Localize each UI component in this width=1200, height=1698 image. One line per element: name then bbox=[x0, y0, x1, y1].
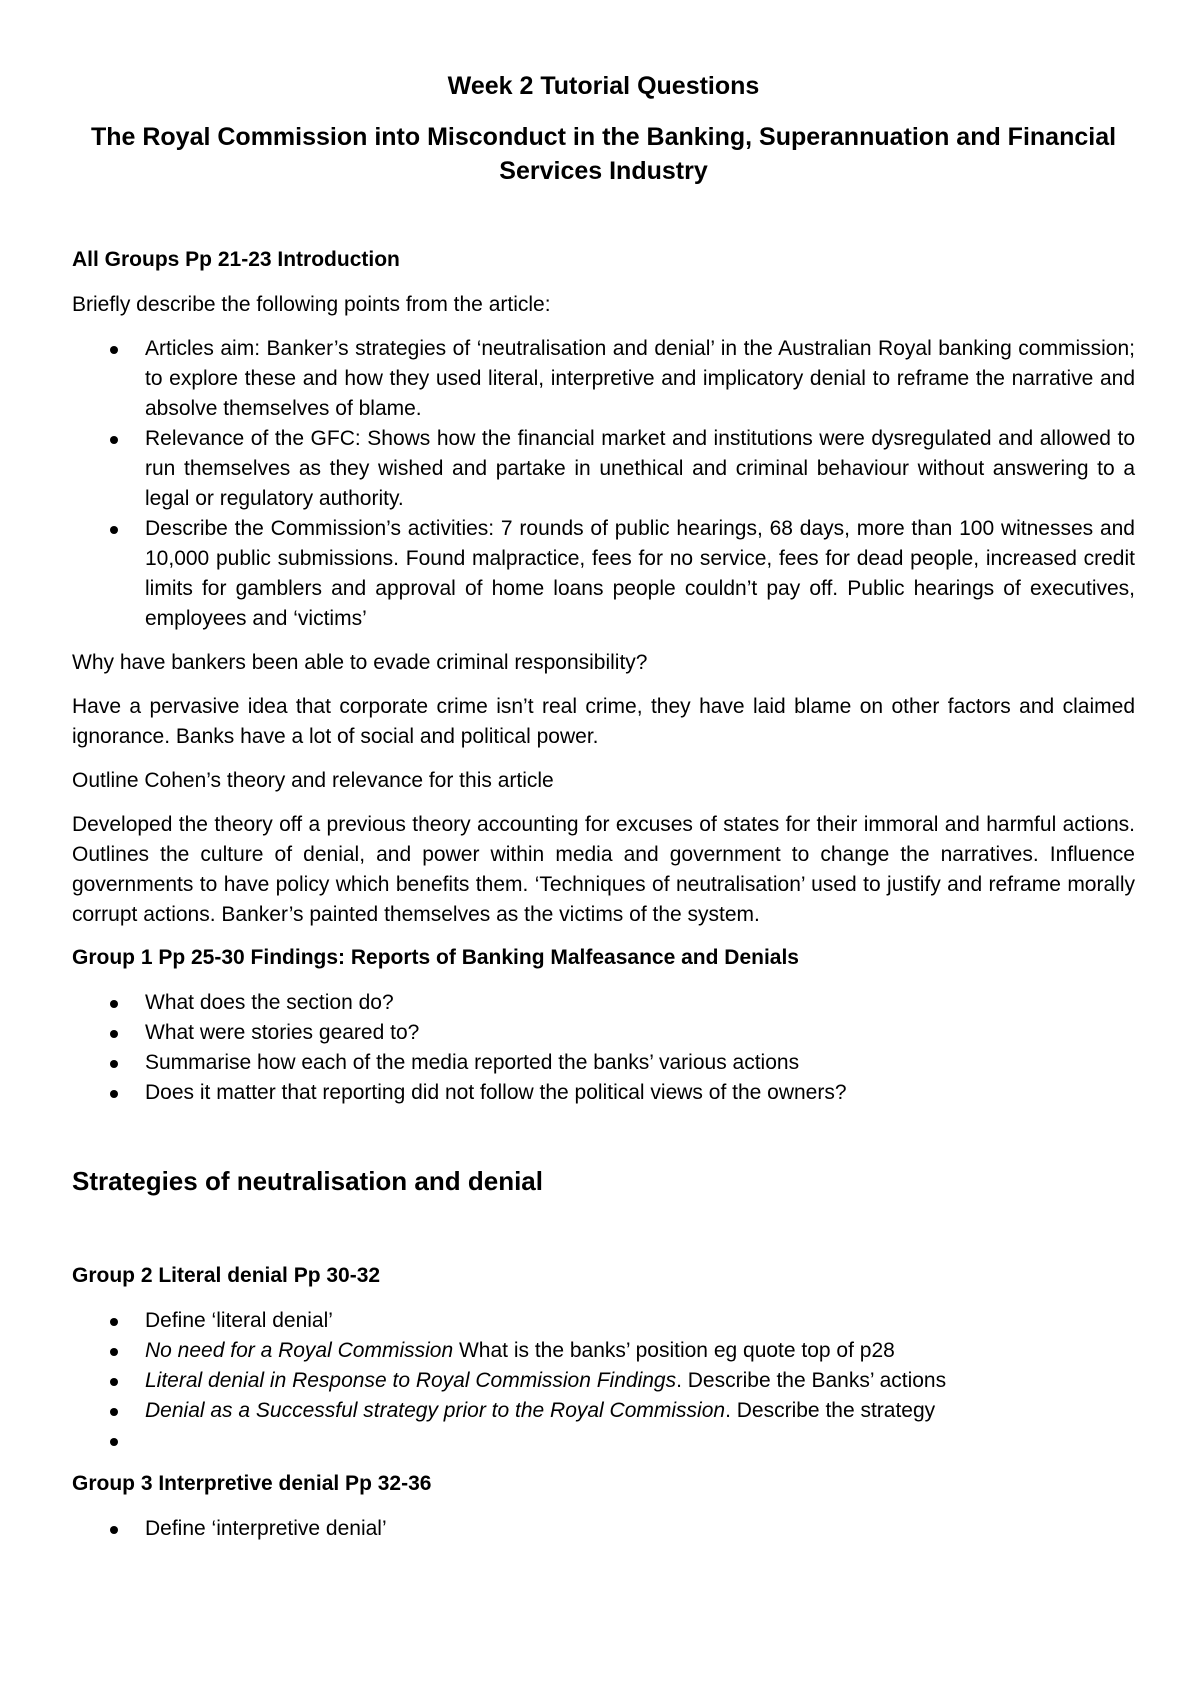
list-item: Define ‘literal denial’ bbox=[72, 1306, 1135, 1336]
bullet-icon bbox=[110, 1090, 118, 1098]
bullet-icon bbox=[110, 1318, 118, 1326]
group-2-heading: Group 2 Literal denial Pp 30-32 bbox=[72, 1264, 381, 1287]
document-page bbox=[72, 70, 1135, 1558]
list-item: Does it matter that reporting did not follow the political views of the owners? bbox=[72, 1078, 1135, 1108]
group-1-heading: Group 1 Pp 25-30 Findings: Reports of Banking Malfeasance and Denials bbox=[72, 946, 799, 969]
bullet-icon bbox=[110, 1408, 118, 1416]
bullet-icon bbox=[110, 1000, 118, 1008]
list-item: Define ‘interpretive denial’ bbox=[72, 1514, 1135, 1544]
list-item: Relevance of the GFC: Shows how the financial market and institutions were dysregulated and allowed to run themselves as they wished and partake in unethical and criminal behaviour without answering to a legal or regulatory authority. bbox=[72, 424, 1135, 514]
list-item-empty bbox=[72, 1426, 1135, 1456]
question-1: Why have bankers been able to evade criminal responsibility? bbox=[72, 651, 648, 674]
question-2: Outline Cohen’s theory and relevance for this article bbox=[72, 769, 554, 792]
intro-heading: All Groups Pp 21-23 Introduction bbox=[72, 248, 400, 271]
list-item: Describe the Commission’s activities: 7 rounds of public hearings, 68 days, more than 100 witnesses and 10,000 public submissions. Found malpractice, fees for no service, fees for dead people, increased credit limits for gamblers and approval of home loans people couldn’t pay off. Public hearings of executives, employees and ‘victims’ bbox=[72, 514, 1135, 634]
list-item: Denial as a Successful strategy prior to the Royal Commission. Describe the strategy bbox=[72, 1396, 1135, 1426]
group-3-bullet-list bbox=[72, 1514, 1135, 1544]
answer-2: Developed the theory off a previous theory accounting for excuses of states for their immoral and harmful actions. Outlines the culture of denial, and power within media and government to change the narratives. Influence governments to have policy which benefits them. ‘Techniques of neutralisation’ used to justify and reframe morally corrupt actions. Banker’s painted themselves as the victims of the system. bbox=[72, 813, 1135, 926]
section-heading: Strategies of neutralisation and denial bbox=[72, 1166, 543, 1196]
group-2-bullet-list bbox=[72, 1306, 1135, 1456]
bullet-icon bbox=[110, 1060, 118, 1068]
list-item: What does the section do? bbox=[72, 988, 1135, 1018]
bullet-icon bbox=[110, 1526, 118, 1534]
group-3-heading: Group 3 Interpretive denial Pp 32-36 bbox=[72, 1472, 432, 1495]
bullet-icon bbox=[110, 1030, 118, 1038]
document-title: Week 2 Tutorial Questions bbox=[447, 72, 760, 100]
list-item: Literal denial in Response to Royal Commission Findings. Describe the Banks’ actions bbox=[72, 1366, 1135, 1396]
intro-prompt: Briefly describe the following points from the article: bbox=[72, 293, 551, 316]
bullet-icon bbox=[110, 1348, 118, 1356]
group-1-bullet-list bbox=[72, 988, 1135, 1108]
list-item: What were stories geared to? bbox=[72, 1018, 1135, 1048]
bullet-icon bbox=[110, 436, 118, 444]
answer-1: Have a pervasive idea that corporate crime isn’t real crime, they have laid blame on other factors and claimed ignorance. Banks have a lot of social and political power. bbox=[72, 695, 1135, 748]
bullet-icon bbox=[110, 526, 118, 534]
list-item: Articles aim: Banker’s strategies of ‘neutralisation and denial’ in the Australian Royal banking commission; to explore these and how they used literal, interpretive and implicatory denial to reframe the narrative and absolve themselves of blame. bbox=[72, 334, 1135, 424]
document-subtitle: The Royal Commission into Misconduct in the Banking, Superannuation and Financial Services Industry bbox=[90, 123, 1117, 185]
bullet-icon bbox=[110, 1438, 118, 1446]
intro-bullet-list bbox=[72, 334, 1135, 634]
bullet-icon bbox=[110, 346, 118, 354]
list-item: Summarise how each of the media reported the banks’ various actions bbox=[72, 1048, 1135, 1078]
bullet-icon bbox=[110, 1378, 118, 1386]
list-item: No need for a Royal Commission What is the banks’ position eg quote top of p28 bbox=[72, 1336, 1135, 1366]
